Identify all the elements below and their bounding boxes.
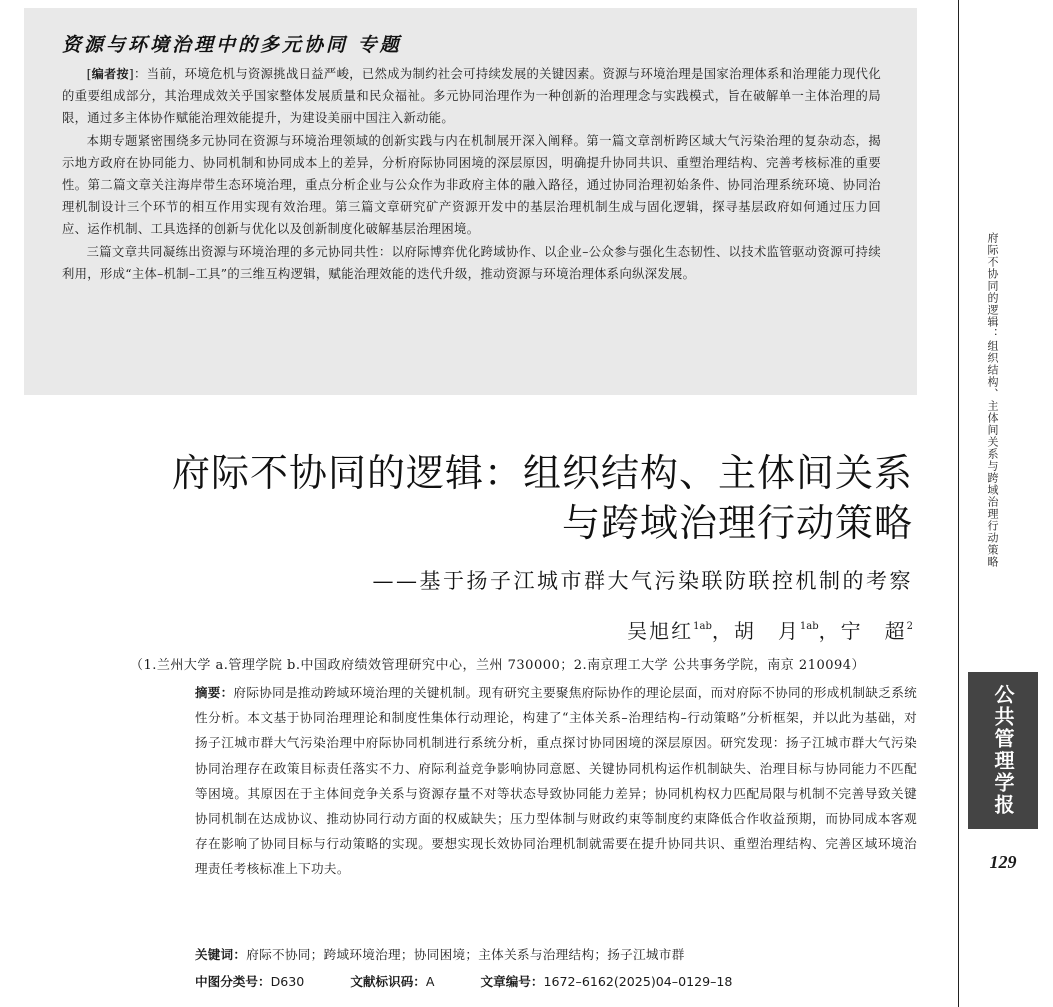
keywords-text: 府际不协同；跨域环境治理；协同困境；主体关系与治理结构；扬子江城市群 [246,947,685,962]
article-title-line1: 府际不协同的逻辑：组织结构、主体间关系 [171,451,913,495]
page-number: 129 [989,852,1017,872]
article-number: 文章编号：1672–6162(2025)04–0129–18 [480,974,733,989]
article-title-line2: 与跨域治理行动策略 [561,501,913,545]
author-list: 吴旭红$^{1ab}$，胡 月$^{1ab}$，宁 超$^2$ [627,619,913,643]
special-topic-heading: 资源与环境治理中的多元协同 专题 [62,34,402,56]
author-name: 宁 超 [840,619,907,643]
article-subtitle: ——基于扬子江城市群大气污染联防联控机制的考察 [372,569,913,593]
editorial-paragraph-3: 三篇文章共同凝练出资源与环境治理的多元协同共性：以府际博弈优化跨域协作、以企业–公众参与强化生态韧性、以技术监管驱动资源可持续利用，形成“主体–机制–工具”的三维互构逻辑，赋能治理效能的迭代升级，推动资源与环境治理体系向纵深发展。 [62,244,881,281]
abstract [195,680,917,882]
editorial-paragraph-2: 本期专题紧密围绕多元协同在资源与环境治理领域的创新实践与内在机制展开深入阐释。第一篇文章剖析跨区域大气污染治理的复杂动态，揭示地方政府在协同能力、协同机制和协同成本上的差异，分析府际协同困境的深层原因，明确提升协同共识、重塑治理结构、完善考核标准的重要性。第二篇文章关注海岸带生态环境治理，重点分析企业与公众作为非政府主体的融入路径，通过协同治理初始条件、协同治理系统环境、协同治理机制设计三个环节的相互作用实现有效治理。第三篇文章研究矿产资源开发中的基层治理机制生成与固化逻辑，探寻基层政府如何通过压力回应、运作机制、工具选择的创新与优化以及创新制度化破解基层治理困境。 [62,133,881,237]
margin-divider [958,0,959,1007]
clc-code: 中图分类号：D630 [195,974,305,989]
editorial-paragraph-1: [编者按]：当前，环境危机与资源挑战日益严峻，已然成为制约社会可持续发展的关键因素。资源与环境治理是国家治理体系和治理能力现代化的重要组成部分，其治理成效关乎国家整体发展质量和民众福祉。多元协同治理作为一种创新的治理理念与实践模式，旨在破解单一主体治理的局限，通过多主体协作赋能治理效能提升，为建设美丽中国注入新动能。 [62,67,881,126]
author-name: 胡 月 [733,619,800,643]
keywords-label: 关键词： [195,947,247,962]
author-name: 吴旭红 [627,619,694,643]
editorial-note-box [24,8,917,395]
journal-name-block [968,672,1038,829]
author-affiliation-mark: 1ab [799,621,819,632]
author-affiliations: （1.兰州大学 a.管理学院 b.中国政府绩效管理研究中心，兰州 730000；2.南京理工大学 公共事务学院，南京 210094） [130,658,866,673]
document-code: 文献标识码：A [350,974,435,989]
article-title [113,448,913,548]
running-head: 府际不协同的逻辑：组织结构、主体间关系与跨域治理行动策略 [986,232,999,568]
journal-name: 公共管理学报 [991,684,1015,816]
editor-note-label: 编者按 [91,67,129,81]
author-affiliation-mark: 1ab [693,621,712,632]
classification-line [195,971,732,990]
keywords [195,944,917,963]
author-affiliation-mark: 2 [906,621,913,632]
abstract-text: 府际协同是推动跨域环境治理的关键机制。现有研究主要聚焦府际协作的理论层面，而对府际不协同的形成机制缺乏系统性分析。本文基于协同治理理论和制度性集体行动理论，构建了“主体关系–治理结构–行动策略”分析框架，并以此为基础，对扬子江城市群大气污染治理中府际协同机制进行系统分析，重点探讨协同困境的深层原因。研究发现：扬子江城市群大气污染协同治理存在政策目标责任落实不力、府际利益竞争影响协同意愿、关键协同机构运作机制缺失、治理目标与协同能力不匹配等困境。其原因在于主体间竞争关系与资源存量不对等状态导致协同能力差异；协同机构权力匹配局限与机制不完善导致关键协同机制在达成协议、推动协同行动方面的权威缺失；压力型体制与财政约束等制度约束降低合作收益预期，而协同成本客观存在影响了协同目标与行动策略的实现。要想实现长效协同治理机制就需要在提升协同共识、重塑治理结构、完善区域环境治理责任考核标准上下功夫。 [195,685,917,877]
abstract-label: 摘要： [195,685,234,700]
